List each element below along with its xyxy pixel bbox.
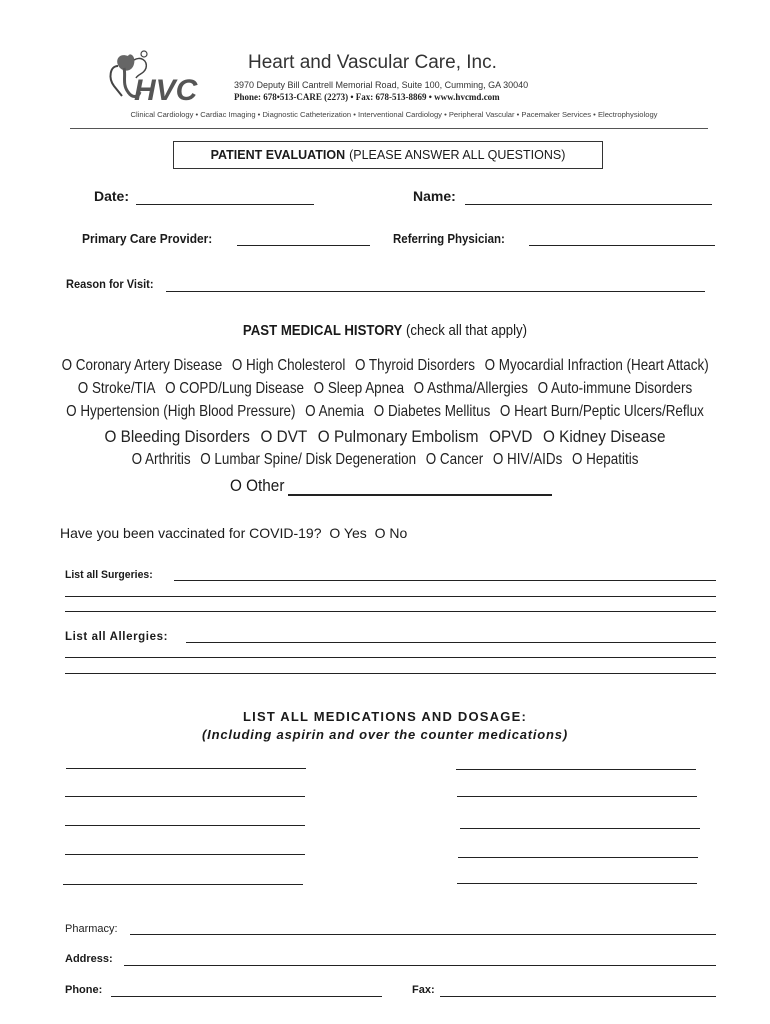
form-title-rest: (PLEASE ANSWER ALL QUESTIONS) (349, 148, 566, 162)
name-label: Name: (413, 188, 456, 204)
condition-option[interactable]: O HIV/AIDs (492, 451, 563, 468)
pmh-heading-rest: (check all that apply) (405, 322, 528, 339)
pcp-label: Primary Care Provider: (82, 231, 213, 246)
medication-field[interactable] (457, 796, 697, 797)
condition-option[interactable]: O Kidney Disease (543, 427, 666, 446)
reason-label: Reason for Visit: (66, 277, 154, 291)
form-title (173, 141, 603, 169)
condition-option[interactable]: O Diabetes Mellitus (373, 403, 491, 420)
header-divider (70, 128, 708, 129)
services-list: Clinical Cardiology • Cardiac Imaging • Diagnostic Catheterization • Interventional Cardiology • Peripheral Vascular • Pacemaker Services • Electrophysiology (130, 110, 658, 119)
condition-option[interactable]: O Myocardial Infraction (Heart Attack) (484, 357, 709, 374)
surgeries-label: List all Surgeries: (65, 569, 153, 581)
pharmacy-label: Pharmacy: (65, 923, 118, 935)
medication-field[interactable] (458, 857, 698, 858)
address-field[interactable] (124, 965, 716, 966)
medication-field[interactable] (66, 768, 306, 769)
covid-no-option[interactable]: O No (374, 525, 408, 541)
condition-option[interactable]: O Thyroid Disorders (354, 357, 475, 374)
medication-field[interactable] (457, 883, 697, 884)
covid-yes-option[interactable]: O Yes (329, 525, 367, 541)
condition-option[interactable]: O Cancer (425, 451, 484, 468)
condition-option[interactable]: O Lumbar Spine/ Disk Degeneration (200, 451, 417, 468)
reason-field[interactable] (166, 291, 705, 292)
phone-label: Phone: (65, 984, 103, 996)
other-option[interactable]: O Other (230, 476, 285, 495)
medication-field[interactable] (65, 825, 305, 826)
condition-option[interactable]: OPVD (489, 427, 533, 446)
surgeries-field[interactable] (65, 596, 716, 597)
condition-option[interactable]: O Bleeding Disorders (104, 427, 250, 446)
condition-option[interactable]: O DVT (260, 427, 308, 446)
medication-field[interactable] (63, 884, 303, 885)
condition-option[interactable]: O Arthritis (131, 451, 191, 468)
condition-row (62, 380, 709, 398)
condition-option[interactable]: O Asthma/Allergies (413, 380, 528, 397)
allergies-field[interactable] (65, 657, 716, 658)
date-field[interactable] (136, 204, 314, 205)
hvc-logo (104, 48, 212, 106)
fax-label: Fax: (412, 984, 435, 996)
condition-row (62, 357, 709, 375)
address-label: Address: (65, 953, 113, 965)
condition-option[interactable]: O Pulmonary Embolism (317, 427, 479, 446)
pharmacy-field[interactable] (130, 934, 716, 935)
condition-option[interactable]: O Heart Burn/Peptic Ulcers/Reflux (499, 403, 704, 420)
pcp-field[interactable] (237, 245, 370, 246)
condition-option[interactable]: O Hepatitis (571, 451, 639, 468)
allergies-field[interactable] (65, 673, 716, 674)
org-contact: Phone: 678•513-CARE (2273) • Fax: 678-513-8869 • www.hvcmd.com (234, 92, 500, 102)
condition-option[interactable]: O Anemia (305, 403, 365, 420)
condition-row (39, 427, 732, 447)
allergies-field[interactable] (186, 642, 716, 643)
date-label: Date: (94, 188, 130, 204)
pmh-heading-bold: PAST MEDICAL HISTORY (242, 322, 403, 339)
referring-label: Referring Physician: (393, 232, 505, 246)
medication-field[interactable] (65, 854, 305, 855)
medication-field[interactable] (65, 796, 305, 797)
phone-field[interactable] (111, 996, 382, 997)
org-name: Heart and Vascular Care, Inc. (248, 52, 497, 73)
name-field[interactable] (465, 204, 712, 205)
condition-option[interactable]: O Hypertension (High Blood Pressure) (66, 403, 296, 420)
condition-option[interactable]: O Coronary Artery Disease (61, 357, 223, 374)
covid-question-row (60, 525, 407, 541)
condition-option[interactable]: O Sleep Apnea (313, 380, 405, 397)
condition-row (62, 403, 709, 421)
fax-field[interactable] (440, 996, 716, 997)
form-title-bold: PATIENT EVALUATION (210, 148, 346, 162)
medications-subtitle: (Including aspirin and over the counter medications) (202, 727, 568, 742)
pmh-heading (46, 322, 724, 339)
medication-field[interactable] (456, 769, 696, 770)
condition-option[interactable]: O Stroke/TIA (77, 380, 156, 397)
svg-text:HVC: HVC (134, 74, 198, 106)
medications-title: LIST ALL MEDICATIONS AND DOSAGE: (243, 709, 527, 724)
medication-field[interactable] (460, 828, 700, 829)
condition-option[interactable]: O Auto-immune Disorders (537, 380, 693, 397)
condition-row (62, 451, 709, 469)
allergies-label: List all Allergies: (65, 631, 169, 643)
org-address: 3970 Deputy Bill Cantrell Memorial Road, Suite 100, Cumming, GA 30040 (234, 80, 529, 90)
other-field[interactable] (288, 494, 552, 496)
referring-field[interactable] (529, 245, 715, 246)
covid-question: Have you been vaccinated for COVID-19? (60, 525, 322, 541)
surgeries-field[interactable] (174, 580, 716, 581)
condition-option[interactable]: O COPD/Lung Disease (165, 380, 305, 397)
condition-option[interactable]: O High Cholesterol (231, 357, 346, 374)
surgeries-field[interactable] (65, 611, 716, 612)
